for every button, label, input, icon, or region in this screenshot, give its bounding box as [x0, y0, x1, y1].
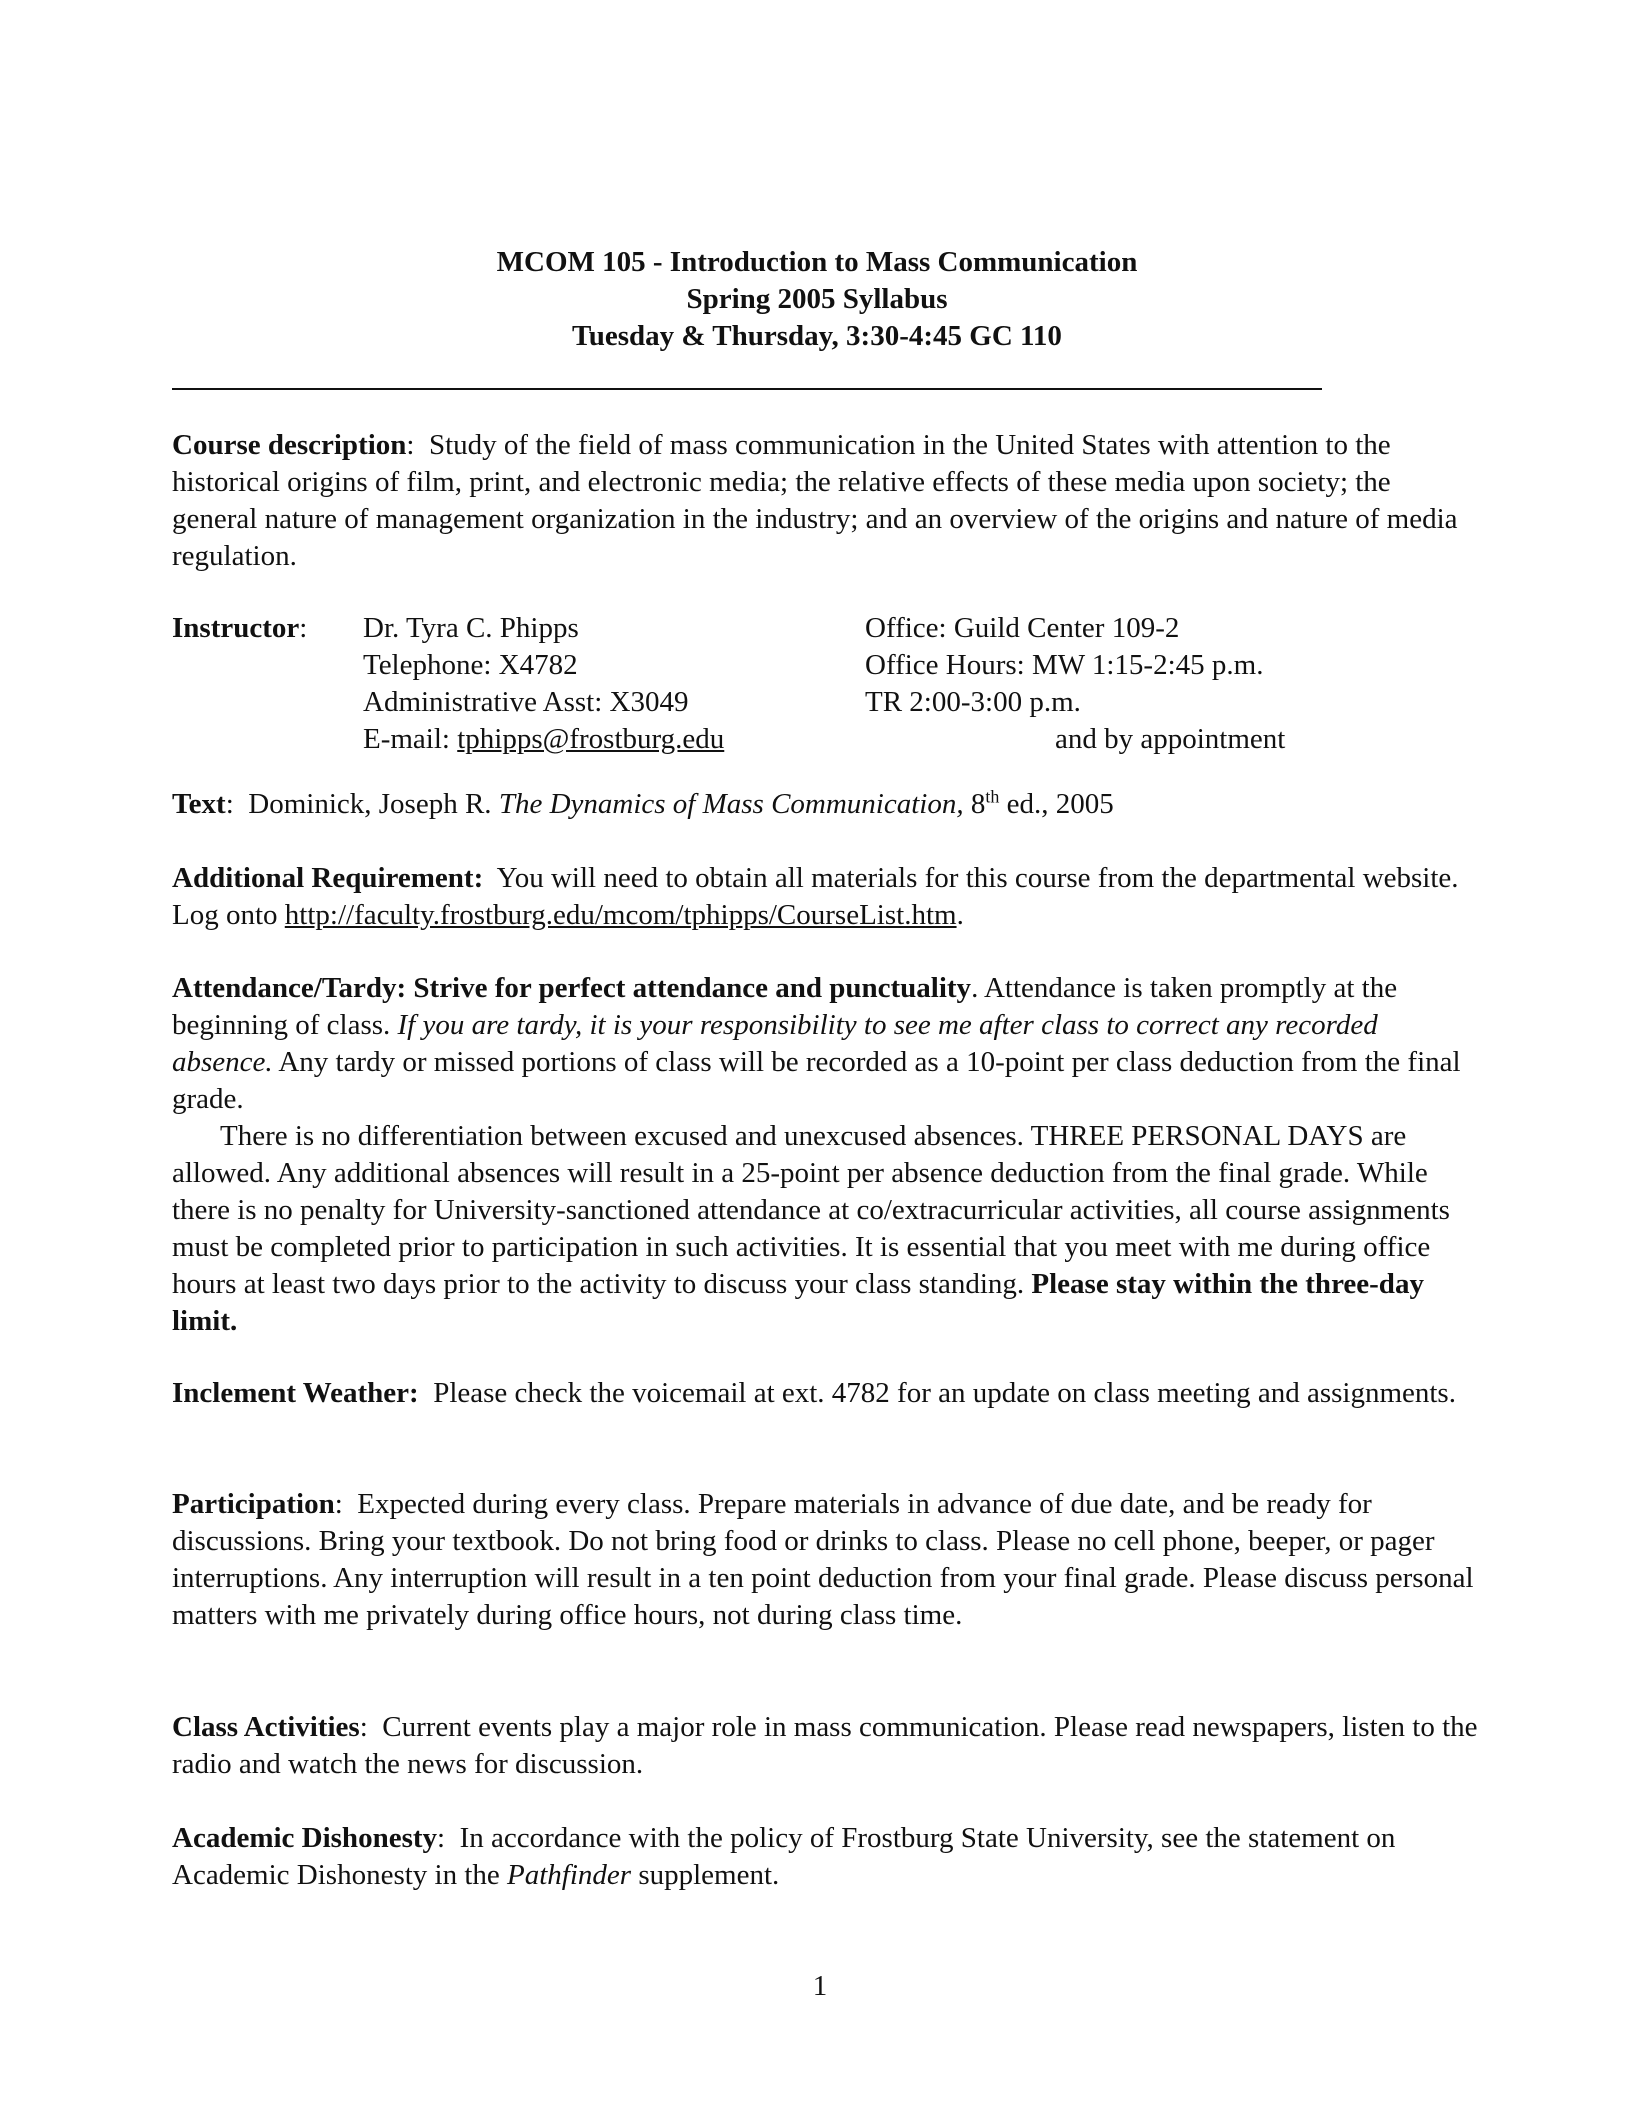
participation-label: Participation: [172, 1488, 335, 1520]
additional-requirement-section: Additional Requirement: You will need to obtain all materials for this course from the departmental website. Log onto http://faculty.frostburg.edu/mcom/tphipps/CourseList.htm.: [172, 862, 1459, 931]
course-description-text: Study of the field of mass communication in the United States with attention to the historical origins of film, print, and electronic media; the relative effects of these media upon society; the general nature of management organization in the industry; and an overview of the origins and nature of media regulation.: [172, 429, 1458, 572]
instructor-section: Instructor: Dr. Tyra C. Phipps Telephone: X4782 Administrative Asst: X3049 E-mail: tphipps@frostburg.edu Office: Guild Center 109-2 Office Hours: MW 1:15-2:45 p.m. TR 2:00-3:00 p.m. and by appointment: [172, 610, 1472, 758]
text-author: Dominick, Joseph R.: [248, 788, 492, 820]
by-appointment: and by appointment: [1055, 723, 1286, 755]
academic-dishonesty-label: Academic Dishonesty: [172, 1822, 438, 1854]
course-description-section: Course description: Study of the field of mass communication in the United States with attention to the historical origins of film, print, and electronic media; the relative effects of these media upon society; the general nature of management organization in the industry; and an overview of the origins and nature of media regulation.: [172, 429, 1458, 572]
office-column: [865, 610, 1285, 758]
class-activities-section: Class Activities: Current events play a major role in mass communication. Please read newspapers, listen to the radio and watch the news for discussion.: [172, 1711, 1478, 1780]
course-list-link[interactable]: http://faculty.frostburg.edu/mcom/tphipps/CourseList.htm: [284, 899, 957, 931]
text-edition-sup: th: [985, 786, 1000, 807]
participation-section: Participation: Expected during every class. Prepare materials in advance of due date, and be ready for discussions. Bring your textbook. Do not bring food or drinks to class. Please no cell phone, beeper, or pager interruptions. Any interruption will result in a ten point deduction from your final grade. Please discuss personal matters with me privately during office hours, not during class time.: [172, 1488, 1474, 1631]
syllabus-header: [172, 244, 1462, 355]
inclement-weather-text: Please check the voicemail at ext. 4782 for an update on class meeting and assignments.: [433, 1377, 1456, 1409]
attendance-section: [172, 970, 1482, 1340]
instructor-contact-column: [363, 610, 724, 758]
three-day-limit: Please stay within the three-day limit.: [172, 1268, 1424, 1337]
academic-dishonesty-section: Academic Dishonesty: In accordance with the policy of Frostburg State University, see the statement on Academic Dishonesty in the Pathfinder supplement.: [172, 1822, 1396, 1891]
page-number: 1: [812, 1970, 828, 2002]
additional-requirement-label: Additional Requirement:: [172, 862, 484, 894]
inclement-weather-section: [172, 1375, 1482, 1412]
instructor-label: Instructor: [172, 612, 300, 644]
course-title: MCOM 105 - Introduction to Mass Communication: [496, 246, 1138, 278]
email-label: E-mail:: [363, 723, 458, 755]
additional-requirement-text: You will need to obtain all materials for this course from the departmental website. Log onto: [172, 862, 1459, 931]
attendance-text-2: Any tardy or missed portions of class will be recorded as a 10-point per class deduction from the final grade.: [172, 1046, 1461, 1115]
office-hours-tr: TR 2:00-3:00 p.m.: [865, 686, 1081, 718]
course-description-label: Course description: [172, 429, 407, 461]
class-activities-text: Current events play a major role in mass communication. Please read newspapers, listen to the radio and watch the news for discussion.: [172, 1711, 1478, 1780]
text-edition-num: 8: [970, 788, 986, 820]
participation-text: Expected during every class. Prepare materials in advance of due date, and be ready for discussions. Bring your textbook. Do not bring food or drinks to class. Please no cell phone, beeper, or pager interruptions. Any interruption will result in a ten point deduction from your final grade. Please discuss personal matters with me privately during office hours, not during class time.: [172, 1488, 1474, 1631]
admin-assistant: Administrative Asst: X3049: [363, 686, 689, 718]
instructor-name: Dr. Tyra C. Phipps: [363, 612, 579, 644]
schedule-line: Tuesday & Thursday, 3:30-4:45 GC 110: [572, 320, 1062, 352]
text-title: The Dynamics of Mass Communication,: [498, 788, 964, 820]
term-title: Spring 2005 Syllabus: [686, 283, 948, 315]
text-edition-rest: ed., 2005: [1006, 788, 1114, 820]
academic-dishonesty-text: In accordance with the policy of Frostburg State University, see the statement on Academic Dishonesty in the: [172, 1822, 1396, 1891]
attendance-text-1: . Attendance is taken promptly at the beginning of class.: [172, 972, 1398, 1041]
inclement-weather-label: Inclement Weather:: [172, 1377, 419, 1409]
attendance-label: Attendance/Tardy: Strive for perfect attendance and punctuality: [172, 972, 972, 1004]
office-hours: Office Hours: MW 1:15-2:45 p.m.: [865, 649, 1264, 681]
class-activities-label: Class Activities: [172, 1711, 360, 1743]
text-label: Text: [172, 788, 226, 820]
instructor-telephone: Telephone: X4782: [363, 649, 578, 681]
header-divider: [172, 388, 1322, 390]
email-link[interactable]: tphipps@frostburg.edu: [457, 723, 725, 755]
text-section: Text: Dominick, Joseph R. The Dynamics of Mass Communication, 8th ed., 2005: [172, 786, 1114, 820]
pathfinder-title: Pathfinder: [507, 1859, 632, 1891]
attendance-italic: If you are tardy, it is your responsibility to see me after class to correct any recorded absence.: [172, 1009, 1378, 1078]
office-location: Office: Guild Center 109-2: [865, 612, 1180, 644]
attendance-paragraph-2: There is no differentiation between excused and unexcused absences. THREE PERSONAL DAYS are allowed. Any additional absences will result in a 25-point per absence deduction from the final grade. While there is no penalty for University-sanctioned attendance at co/extracurricular activities, all course assignments must be completed prior to participation in such activities. It is essential that you meet with me during office hours at least two days prior to the activity to discuss your class standing.: [172, 1120, 1450, 1300]
